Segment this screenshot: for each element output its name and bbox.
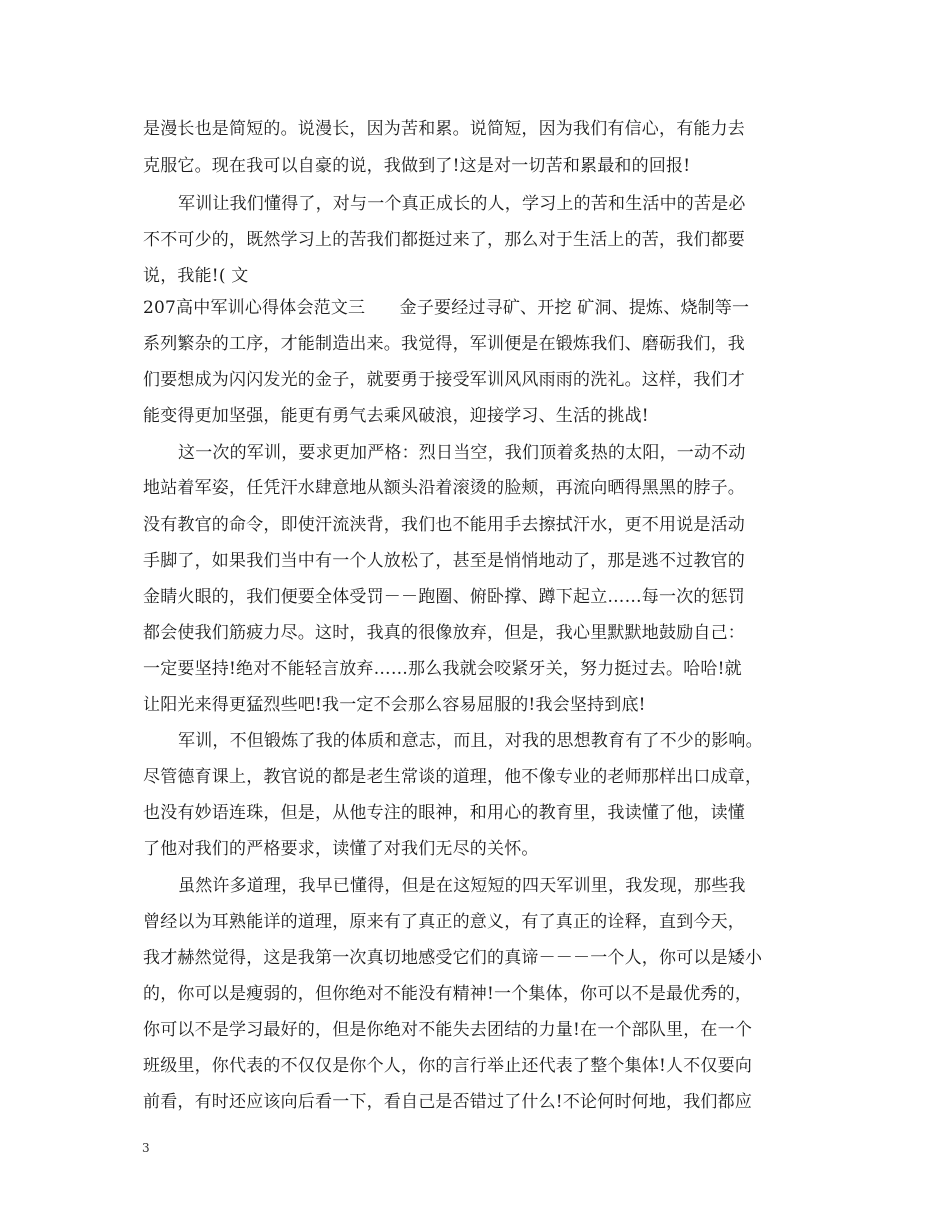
text-line-9: 能变得更加坚强，能更有勇气去乘风破浪，迎接学习、生活的挑战! — [143, 406, 649, 426]
text-line-12: 没有教官的命令，即使汗流浃背，我们也不能用手去擦拭汗水，更不用说是活动 — [143, 515, 745, 535]
text-line-24: 我才赫然觉得，这是我第一次真切地感受它们的真谛－－－一个人，你可以是矮小 — [143, 948, 763, 968]
text-line-5: 说，我能!( 文 — [143, 266, 249, 286]
text-line-28: 前看，有时还应该向后看一下，看自己是否错过了什么!不论何时何地，我们都应 — [143, 1092, 753, 1112]
text-line-3: 军训让我们懂得了，对与一个真正成长的人，学习上的苦和生活中的苦是必 — [178, 194, 746, 214]
text-line-16: 一定要坚持!绝对不能轻言放弃……那么我就会咬紧牙关，努力挺过去。哈哈!就 — [143, 659, 742, 679]
text-line-22: 虽然许多道理，我早已懂得，但是在这短短的四天军训里，我发现，那些我 — [178, 876, 746, 896]
text-line-4: 不不可少的，既然学习上的苦我们都挺过来了，那么对于生活上的苦，我们都要 — [143, 230, 745, 250]
page-number: 3 — [142, 1141, 150, 1155]
text-line-25: 的，你可以是瘦弱的，但你绝对不能没有精神!一个集体，你可以不是最优秀的， — [143, 984, 753, 1004]
text-line-10: 这一次的军训，要求更加严格：烈日当空，我们顶着炙热的太阳，一动不动 — [178, 443, 746, 463]
text-line-2: 克服它。现在我可以自豪的说，我做到了!这是对一切苦和累最和的回报! — [143, 156, 691, 176]
text-line-6: 207高中军训心得体会范文三 金子要经过寻矿、开挖 矿洞、提炼、烧制等一 — [143, 298, 750, 318]
text-line-20: 也没有妙语连珠，但是，从他专注的眼神，和用心的教育里，我读懂了他，读懂 — [143, 803, 745, 823]
text-line-11: 地站着军姿，任凭汗水肆意地从额头沿着滚烫的脸颊，再流向晒得黑黑的脖子。 — [143, 478, 745, 498]
text-line-8: 们要想成为闪闪发光的金子，就要勇于接受军训风风雨雨的洗礼。这样，我们才 — [143, 370, 745, 390]
text-line-27: 班级里，你代表的不仅仅是你个人，你的言行举止还代表了整个集体!人不仅要向 — [143, 1056, 753, 1076]
text-line-13: 手脚了，如果我们当中有一个人放松了，甚至是悄悄地动了，那是逃不过教官的 — [143, 551, 745, 571]
text-line-17: 让阳光来得更猛烈些吧!我一定不会那么容易屈服的!我会坚持到底! — [143, 695, 646, 715]
text-line-18: 军训，不但锻炼了我的体质和意志，而且，对我的思想教育有了不少的影响。 — [178, 731, 763, 751]
text-line-7: 系列繁杂的工序，才能制造出来。我觉得，军训便是在锻炼我们、磨砺我们，我 — [143, 334, 745, 354]
text-line-21: 了他对我们的严格要求，读懂了对我们无尽的关怀。 — [143, 839, 539, 859]
text-line-23: 曾经以为耳熟能详的道理，原来有了真正的意义，有了真正的诠释，直到今天， — [143, 912, 745, 932]
text-line-19: 尽管德育课上，教官说的都是老生常谈的道理，他不像专业的老师那样出口成章， — [143, 767, 763, 787]
text-line-26: 你可以不是学习最好的，但是你绝对不能失去团结的力量!在一个部队里，在一个 — [143, 1020, 753, 1040]
text-line-1: 是漫长也是简短的。说漫长，因为苦和累。说简短，因为我们有信心，有能力去 — [143, 119, 745, 139]
text-line-15: 都会使我们筋疲力尽。这时，我真的很像放弃，但是，我心里默默地鼓励自己： — [143, 623, 745, 643]
text-line-14: 金睛火眼的，我们便要全体受罚－－跑圈、俯卧撑、蹲下起立……每一次的惩罚 — [143, 587, 745, 607]
